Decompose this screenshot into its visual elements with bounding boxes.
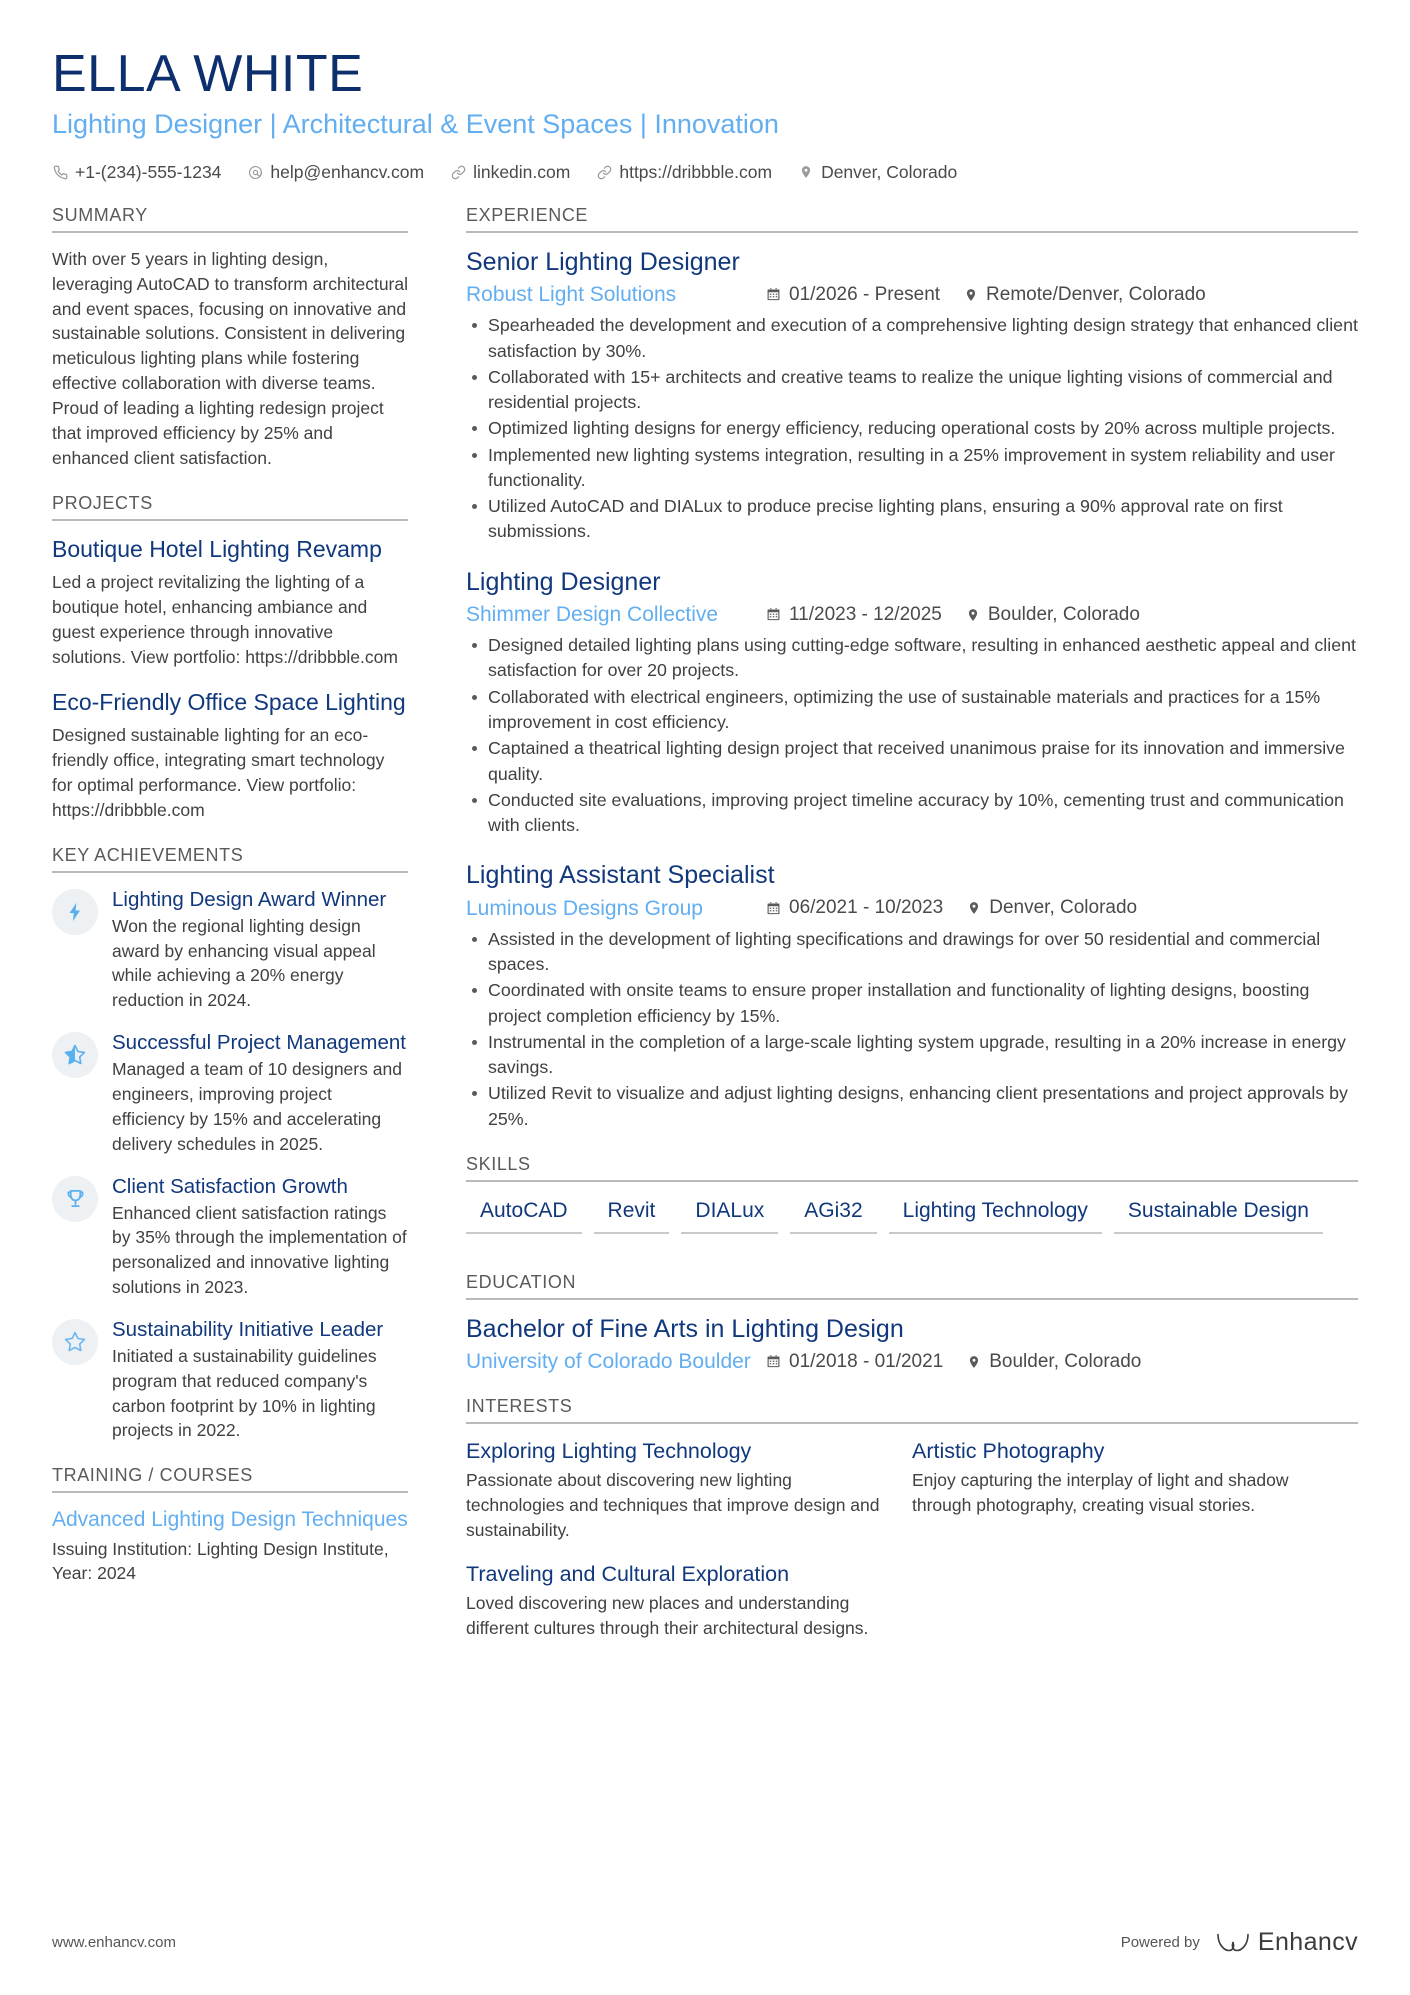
training-item — [52, 1507, 408, 1586]
candidate-name: ELLA WHITE — [52, 45, 364, 103]
section-skills — [466, 1154, 1358, 1250]
phone-icon — [52, 164, 68, 180]
experience-bullet: Optimized lighting designs for energy efficiency, reducing operational costs by 20% across multiple projects. — [466, 416, 1358, 441]
contact-email[interactable] — [247, 162, 424, 183]
location-pin-icon — [967, 1355, 981, 1369]
calendar-icon — [766, 287, 781, 302]
contact-location-text: Denver, Colorado — [821, 161, 958, 182]
experience-bullet: Utilized Revit to visualize and adjust lighting designs, enhancing client presentations and project approvals by 25%. — [466, 1081, 1358, 1132]
achievement-title: Sustainability Initiative Leader — [112, 1317, 384, 1341]
calendar-icon — [766, 1354, 781, 1369]
calendar-icon — [766, 607, 781, 622]
achievement-badge — [52, 889, 98, 935]
contact-location — [798, 162, 957, 183]
contact-phone-text: +1-(234)-555-1234 — [75, 161, 222, 182]
achievement-item — [52, 1030, 408, 1156]
enhancv-mark-icon — [1216, 1929, 1250, 1957]
resume-header — [52, 46, 1358, 183]
contact-phone[interactable] — [52, 162, 221, 183]
experience-item — [466, 860, 1358, 1132]
experience-item — [466, 247, 1358, 545]
achievement-description: Won the regional lighting design award by enhancing visual appeal while achieving a 20% energy reduction in 2024. — [112, 915, 376, 1011]
contact-email-text: help@enhancv.com — [270, 161, 425, 182]
experience-location — [966, 604, 1140, 626]
experience-heading: EXPERIENCE — [466, 205, 1358, 233]
interest-description: Loved discovering new places and understanding different cultures through their architectural designs. — [466, 1592, 869, 1638]
calendar-icon — [766, 901, 781, 916]
experience-meta — [466, 602, 1358, 627]
experience-bullet: Collaborated with electrical engineers, optimizing the use of sustainable materials and practices for a 15% improvement in cost efficiency. — [466, 685, 1358, 736]
project-description: Led a project revitalizing the lighting of a boutique hotel, enhancing ambiance and guest experience through innovative solutions. View portfolio: https://dribbble.com — [52, 572, 398, 667]
experience-meta — [466, 282, 1358, 307]
experience-bullets — [466, 633, 1358, 838]
contact-linkedin[interactable] — [450, 162, 570, 183]
lightning-bolt-icon — [64, 901, 86, 923]
achievement-badge — [52, 1176, 98, 1222]
experience-bullet: Conducted site evaluations, improving project timeline accuracy by 10%, cementing trust and communication with clients. — [466, 788, 1358, 839]
powered-by-label: Powered by — [1120, 1934, 1200, 1951]
experience-dates-text: 01/2026 - Present — [789, 283, 941, 305]
section-key-achievements — [52, 845, 408, 1444]
section-projects — [52, 493, 408, 823]
project-description: Designed sustainable lighting for an eco-friendly office, integrating smart technology for optimal performance. View portfolio: https://dribbble.com — [52, 725, 385, 820]
resume-columns — [52, 205, 1358, 1681]
experience-company[interactable]: Shimmer Design Collective — [466, 602, 719, 626]
project-item — [52, 688, 408, 823]
interests-grid — [466, 1438, 1358, 1658]
experience-dates-text: 06/2021 - 10/2023 — [789, 897, 944, 919]
experience-bullets — [466, 927, 1358, 1132]
experience-role: Lighting Designer — [466, 567, 661, 596]
email-icon — [247, 164, 263, 180]
right-column — [418, 205, 1358, 1681]
experience-location-text: Remote/Denver, Colorado — [986, 283, 1206, 305]
experience-bullet: Designed detailed lighting plans using cutting-edge software, resulting in enhanced aesthetic appeal and client satisfaction for over 20 projects. — [466, 633, 1358, 684]
education-dates-text: 01/2018 - 01/2021 — [789, 1350, 944, 1372]
link-icon — [450, 164, 466, 180]
education-heading: EDUCATION — [466, 1272, 1358, 1300]
skill-tag: DIALux — [681, 1196, 778, 1234]
location-pin-icon — [964, 288, 978, 302]
section-education — [466, 1272, 1358, 1374]
achievement-item — [52, 887, 408, 1013]
contact-row — [52, 162, 1358, 183]
contact-linkedin-text: linkedin.com — [473, 161, 571, 182]
interest-item — [466, 1561, 912, 1641]
experience-bullet: Coordinated with onsite teams to ensure proper installation and functionality of lighting designs, boosting project completion efficiency by 15%. — [466, 978, 1358, 1029]
enhancv-wordmark: Enhancv — [1257, 1928, 1358, 1956]
experience-bullet: Captained a theatrical lighting design project that received unanimous praise for its innovation and immersive quality. — [466, 736, 1358, 787]
achievement-description: Initiated a sustainability guidelines program that reduced company's carbon footprint by 10% in lighting projects in 2022. — [112, 1345, 377, 1441]
footer-website[interactable]: www.enhancv.com — [52, 1934, 176, 1951]
education-location-text: Boulder, Colorado — [989, 1350, 1142, 1372]
location-pin-icon — [966, 608, 980, 622]
education-school[interactable]: University of Colorado Boulder — [466, 1350, 751, 1374]
star-filled-icon — [63, 1043, 87, 1067]
interest-item — [912, 1438, 1358, 1542]
experience-location-text: Boulder, Colorado — [987, 603, 1140, 625]
skill-tag: AGi32 — [790, 1196, 876, 1234]
skill-tag: Sustainable Design — [1114, 1196, 1323, 1234]
experience-location-text: Denver, Colorado — [989, 897, 1138, 919]
page-footer — [52, 1928, 1358, 1957]
education-degree: Bachelor of Fine Arts in Lighting Design — [466, 1315, 904, 1344]
skills-list — [466, 1196, 1358, 1250]
experience-bullets — [466, 313, 1358, 544]
education-location — [967, 1351, 1141, 1373]
achievement-description: Enhanced client satisfaction ratings by 35% through the implementation of personalized and innovative lighting solutions in 2023. — [112, 1202, 407, 1298]
achievement-title: Client Satisfaction Growth — [112, 1174, 348, 1198]
achievement-badge — [52, 1032, 98, 1078]
contact-website-text: https://dribbble.com — [619, 161, 773, 182]
achievements-heading: KEY ACHIEVEMENTS — [52, 845, 408, 873]
skill-tag: Revit — [594, 1196, 670, 1234]
project-title: Eco-Friendly Office Space Lighting — [52, 688, 406, 715]
experience-company[interactable]: Luminous Designs Group — [466, 896, 703, 920]
project-item — [52, 535, 408, 670]
candidate-headline: Lighting Designer | Architectural & Event Spaces | Innovation — [52, 109, 779, 140]
interest-description: Passionate about discovering new lighting technologies and techniques that improve design and sustainability. — [466, 1470, 880, 1541]
experience-company[interactable]: Robust Light Solutions — [466, 283, 677, 307]
link-icon — [596, 164, 612, 180]
experience-bullet: Implemented new lighting systems integration, resulting in a 25% improvement in system reliability and user functionality. — [466, 443, 1358, 494]
achievement-title: Successful Project Management — [112, 1031, 406, 1055]
experience-role: Lighting Assistant Specialist — [466, 861, 775, 890]
enhancv-logo — [1216, 1928, 1358, 1957]
training-description: Issuing Institution: Lighting Design Institute, Year: 2024 — [52, 1538, 389, 1584]
location-pin-icon — [967, 901, 981, 915]
interest-description: Enjoy capturing the interplay of light and shadow through photography, creating visual stories. — [912, 1470, 1289, 1516]
achievement-badge — [52, 1319, 98, 1365]
experience-bullet: Instrumental in the completion of a large-scale lighting system upgrade, resulting in a 20% increase in energy savings. — [466, 1030, 1358, 1081]
contact-website[interactable] — [596, 162, 772, 183]
achievement-description: Managed a team of 10 designers and engineers, improving project efficiency by 15% and accelerating delivery schedules in 2025. — [112, 1059, 402, 1154]
experience-bullet: Collaborated with 15+ architects and creative teams to realize the unique lighting visions of commercial and residential projects. — [466, 365, 1358, 416]
section-training-courses — [52, 1465, 408, 1586]
achievement-item — [52, 1317, 408, 1443]
experience-dates-text: 11/2023 - 12/2025 — [789, 603, 942, 625]
experience-dates — [766, 604, 942, 626]
skill-tag: AutoCAD — [466, 1196, 582, 1234]
interest-title: Traveling and Cultural Exploration — [466, 1561, 790, 1586]
experience-item — [466, 567, 1358, 839]
interest-title: Artistic Photography — [912, 1439, 1105, 1464]
interest-title: Exploring Lighting Technology — [466, 1439, 752, 1464]
summary-heading: SUMMARY — [52, 205, 408, 233]
experience-bullet: Spearheaded the development and execution of a comprehensive lighting design strategy that enhanced client satisfaction by 30%. — [466, 313, 1358, 364]
experience-meta — [466, 896, 1358, 921]
project-title: Boutique Hotel Lighting Revamp — [52, 535, 382, 562]
achievement-title: Lighting Design Award Winner — [112, 887, 387, 911]
location-pin-icon — [798, 164, 814, 180]
experience-location — [967, 897, 1137, 919]
section-experience — [466, 205, 1358, 1132]
experience-dates — [766, 897, 943, 919]
interest-item — [466, 1438, 912, 1542]
left-column — [52, 205, 418, 1608]
skills-heading: SKILLS — [466, 1154, 1358, 1182]
education-dates — [766, 1351, 943, 1373]
experience-role: Senior Lighting Designer — [466, 247, 740, 276]
projects-heading: PROJECTS — [52, 493, 408, 521]
experience-bullet: Utilized AutoCAD and DIALux to produce precise lighting plans, ensuring a 90% approval rate on first submissions. — [466, 494, 1358, 545]
interests-heading: INTERESTS — [466, 1396, 1358, 1424]
section-summary — [52, 205, 408, 471]
education-meta — [466, 1349, 1358, 1374]
experience-dates — [766, 284, 940, 306]
training-title: Advanced Lighting Design Techniques — [52, 1508, 408, 1532]
footer-branding — [1121, 1928, 1358, 1957]
star-outline-icon — [63, 1330, 87, 1354]
section-interests — [466, 1396, 1358, 1658]
summary-text: With over 5 years in lighting design, leveraging AutoCAD to transform architectural and event spaces, focusing on innovative and sustainable solutions. Consistent in delivering meticulous lighting plans while fostering effective collaboration with diverse teams. Proud of leading a lighting redesign project that improved efficiency by 25% and enhanced client satisfaction. — [52, 248, 408, 468]
experience-bullet: Assisted in the development of lighting specifications and drawings for over 50 residential and commercial spaces. — [466, 927, 1358, 978]
education-item — [466, 1314, 1358, 1374]
experience-location — [964, 284, 1206, 306]
skill-tag: Lighting Technology — [889, 1196, 1102, 1234]
training-heading: TRAINING / COURSES — [52, 1465, 408, 1493]
trophy-icon — [64, 1187, 87, 1210]
achievement-item — [52, 1174, 408, 1300]
